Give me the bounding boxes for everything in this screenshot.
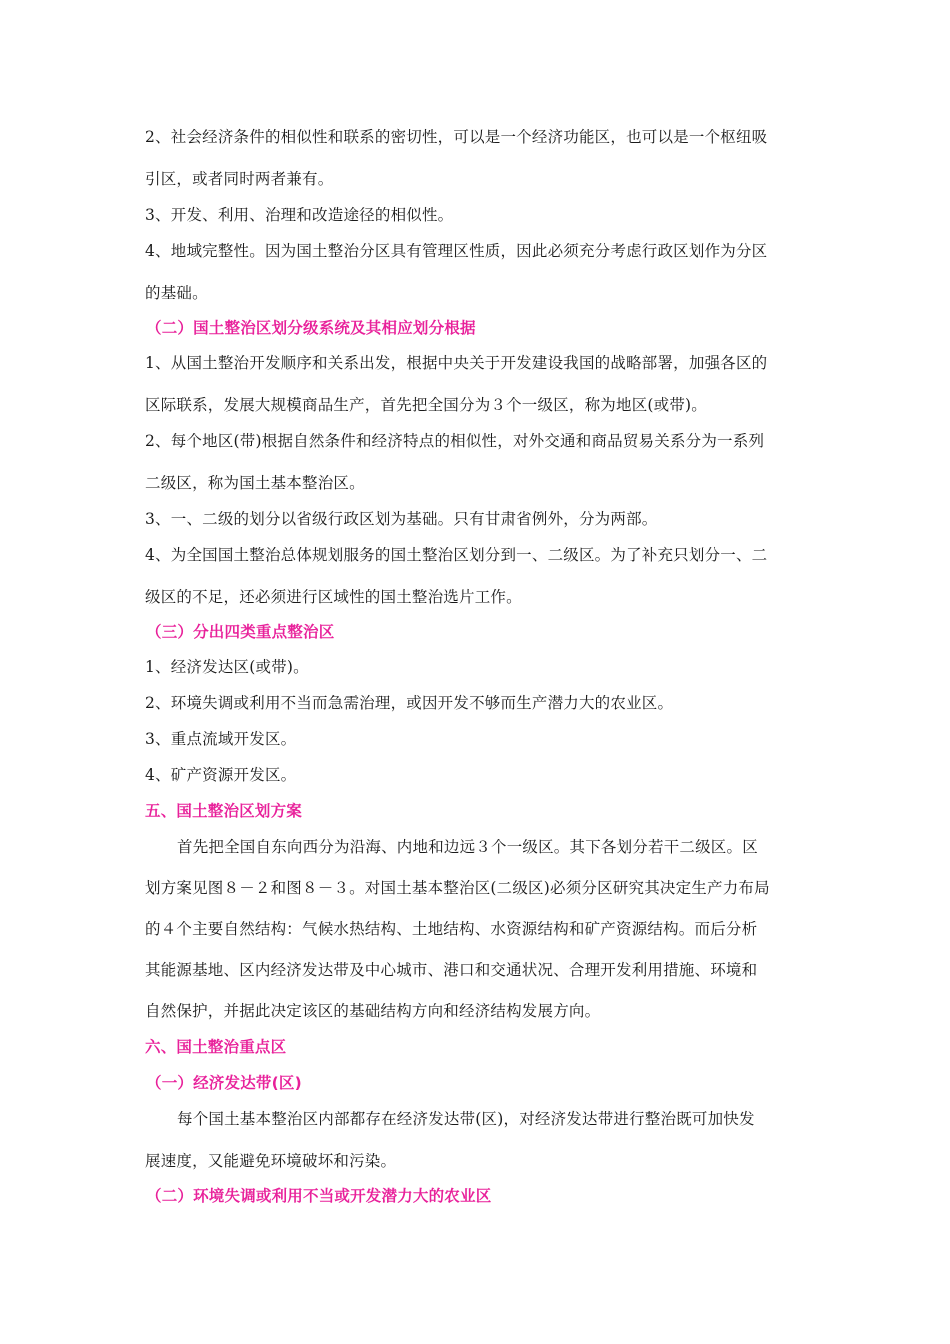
text-line: 每个国土基本整治区内部都存在经济发达带(区)，对经济发达带进行整治既可加快发 [177,1110,755,1128]
text-line: 1、经济发达区(或带)。 [145,658,309,676]
text-line: 3、一、二级的划分以省级行政区划为基础。只有甘肃省例外，分为两部。 [145,510,658,528]
text-line: 其能源基地、区内经济发达带及中心城市、港口和交通状况、合理开发利用措施、环境和 [145,961,758,979]
text-line: 的４个主要自然结构：气候水热结构、土地结构、水资源结构和矿产资源结构。而后分析 [145,920,758,938]
text-line: 2、社会经济条件的相似性和联系的密切性，可以是一个经济功能区，也可以是一个枢纽吸 [145,128,768,146]
text-line: 展速度，又能避免环境破坏和污染。 [145,1152,397,1170]
text-line: 4、为全国国土整治总体规划服务的国土整治区划分到一、二级区。为了补充只划分一、二 [145,546,768,564]
chapter-heading: 六、国土整治重点区 [145,1038,287,1056]
chapter-heading: 五、国土整治区划方案 [145,802,303,820]
text-line: 2、环境失调或利用不当而急需治理，或因开发不够而生产潜力大的农业区。 [145,694,674,712]
text-line: 首先把全国自东向西分为沿海、内地和边远３个一级区。其下各划分若干二级区。区 [177,838,758,856]
section-heading: （二）国土整治区划分级系统及其相应划分根据 [146,319,476,337]
text-line: 划方案见图８－２和图８－３。对国土基本整治区(二级区)必须分区研究其决定生产力布局 [145,879,770,897]
text-line: 3、开发、利用、治理和改造途径的相似性。 [145,206,454,224]
text-line: 自然保护，并据此决定该区的基础结构方向和经济结构发展方向。 [145,1002,601,1020]
section-heading: （二）环境失调或利用不当或开发潜力大的农业区 [146,1187,492,1205]
text-line: 4、地域完整性。因为国土整治分区具有管理区性质，因此必须充分考虑行政区划作为分区 [145,242,768,260]
section-heading: （一）经济发达带(区) [146,1074,302,1092]
text-line: 3、重点流域开发区。 [145,730,297,748]
text-line: 1、从国土整治开发顺序和关系出发，根据中央关于开发建设我国的战略部署，加强各区的 [145,354,768,372]
text-line: 4、矿产资源开发区。 [145,766,297,784]
text-line: 级区的不足，还必须进行区域性的国土整治选片工作。 [145,588,522,606]
text-line: 引区，或者同时两者兼有。 [145,170,334,188]
text-line: 区际联系，发展大规模商品生产，首先把全国分为３个一级区，称为地区(或带)。 [145,396,707,414]
text-line: 的基础。 [145,284,208,302]
text-line: 二级区，称为国土基本整治区。 [145,474,365,492]
text-line: 2、每个地区(带)根据自然条件和经济特点的相似性，对外交通和商品贸易关系分为一系列 [145,432,765,450]
section-heading: （三）分出四类重点整治区 [146,623,335,641]
